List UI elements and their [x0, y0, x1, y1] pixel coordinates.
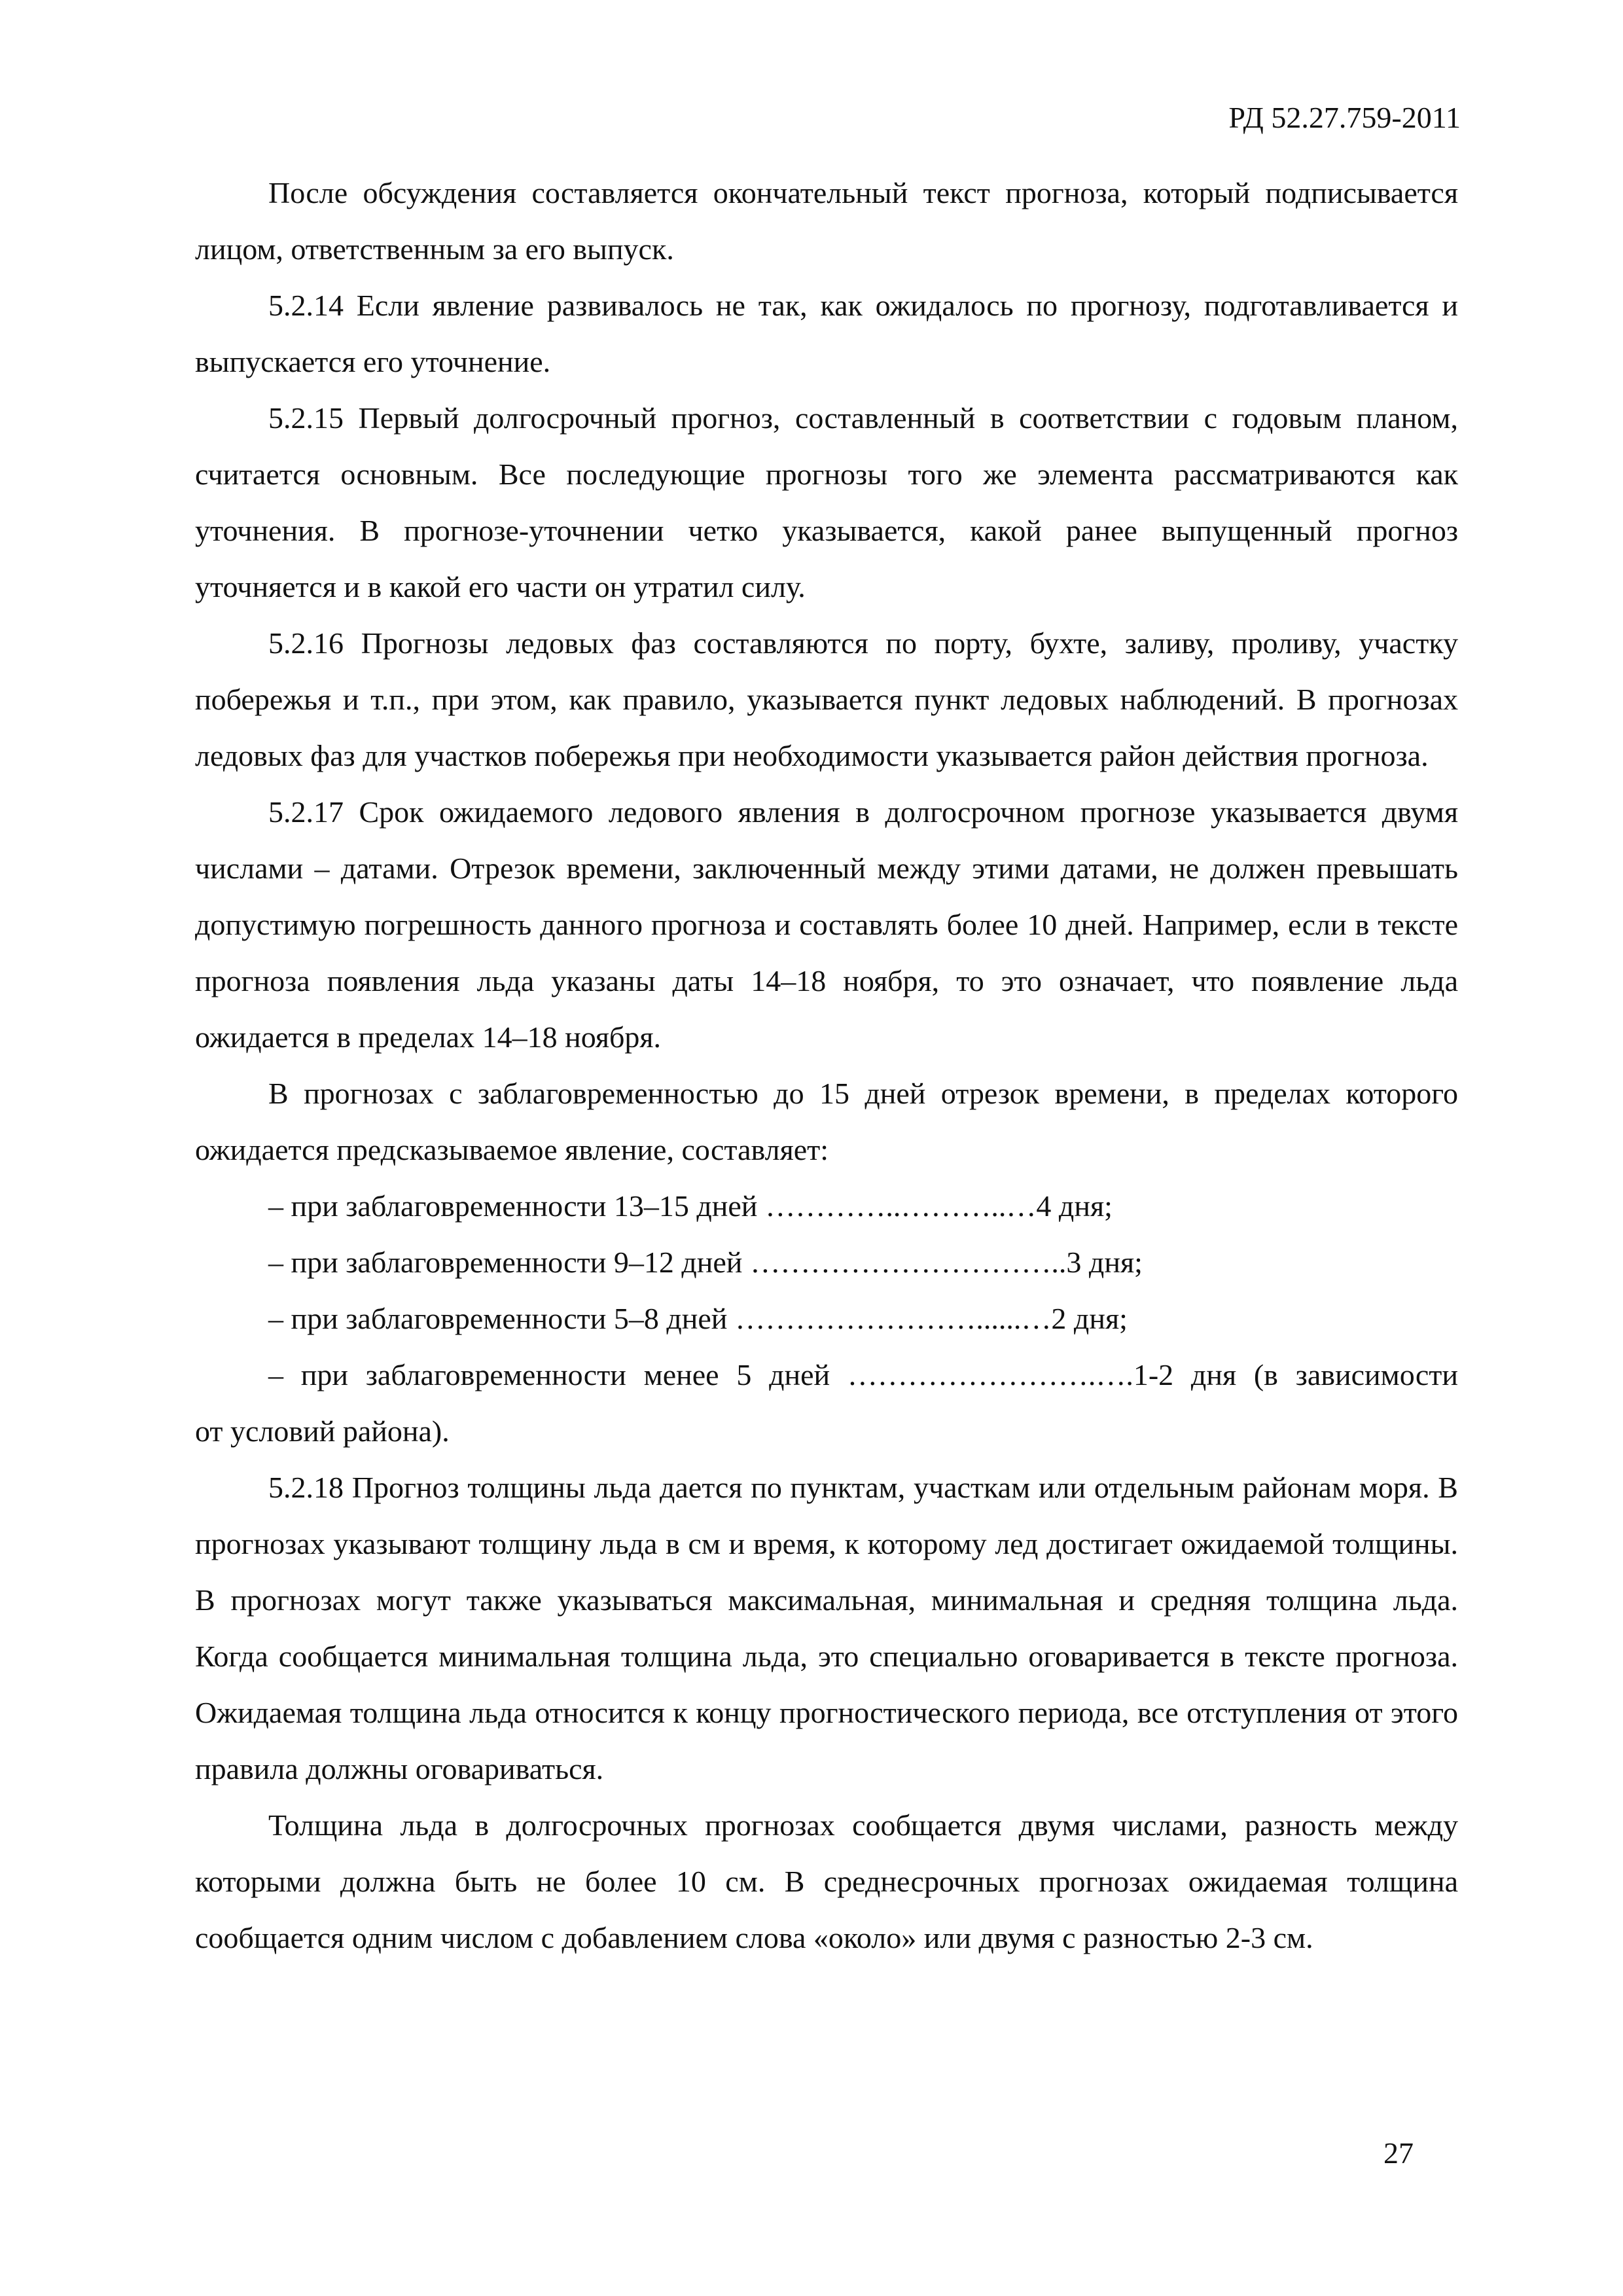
list-item-lead-5-8 — [195, 1291, 1458, 1347]
list-item-label: – при заблаговременности 5–8 дней — [268, 1302, 728, 1335]
list-item-value: 2 дня; — [1051, 1302, 1128, 1335]
paragraph-5-2-18: 5.2.18 Прогноз толщины льда дается по пунктам, участкам или отдельным районам моря. В прогнозах указывают толщину льда в см и время, к которому лед достигает ожидаемой толщины. В прогнозах могут также указываться максимальная, минимальная и средняя толщина льда. Когда сообщается минимальная толщина льда, это специально оговаривается в тексте прогноза. Ожидаемая толщина льда относится к концу прогностического периода, все отступления от этого правила должны оговариваться. — [195, 1471, 1458, 1785]
list-item-dots: ………………………….. — [750, 1246, 1067, 1279]
list-item-label: – при заблаговременности 9–12 дней — [268, 1246, 743, 1279]
list-item-value: 3 дня; — [1066, 1246, 1143, 1279]
page-number: 27 — [1383, 2136, 1414, 2170]
list-item-label: – при заблаговременности 13–15 дней — [268, 1189, 758, 1223]
paragraph-5-2-17: 5.2.17 Срок ожидаемого ледового явления в долгосрочном прогнозе указывается двумя числами – датами. Отрезок времени, заключенный между этими датами, не должен превышать допустимую погрешность данного прогноза и составлять более 10 дней. Например, если в тексте прогноза появления льда указаны даты 14–18 ноября, то это означает, что появление льда ожидается в пределах 14–18 ноября. — [195, 795, 1458, 1054]
list-item-value: 4 дня; — [1036, 1189, 1113, 1223]
paragraph-5-2-15: 5.2.15 Первый долгосрочный прогноз, составленный в соответствии с годовым планом, считается основным. Все последующие прогнозы того же элемента рассматриваются как уточнения. В прогнозе-уточнении четко указывается, какой ранее выпущенный прогноз уточняется и в какой его части он утратил силу. — [195, 401, 1458, 603]
list-item-dots: ……………………......… — [735, 1302, 1052, 1335]
paragraph-lead-time-intro: В прогнозах с заблаговременностью до 15 дней отрезок времени, в пределах которого ожидается предсказываемое явление, составляет: — [195, 1077, 1458, 1166]
list-item-continuation: от условий района). — [195, 1414, 450, 1448]
list-item-lead-under-5: – при заблаговременности менее 5 дней …………………….….1-2 дня (в зависимости — [268, 1358, 1458, 1391]
paragraph-final-text: После обсуждения составляется окончательный текст прогноза, который подписывается лицом, ответственным за его выпуск. — [195, 176, 1458, 266]
list-item-dots: …………..………..… — [765, 1189, 1037, 1223]
document-body — [195, 165, 1458, 1966]
paragraph-5-2-16: 5.2.16 Прогнозы ледовых фаз составляются по порту, бухте, заливу, проливу, участку побережья и т.п., при этом, как правило, указывается пункт ледовых наблюдений. В прогнозах ледовых фаз для участков побережья при необходимости указывается район действия прогноза. — [195, 626, 1458, 772]
list-item-lead-13-15 — [195, 1178, 1458, 1234]
document-code-header: РД 52.27.759-2011 — [1228, 101, 1461, 134]
list-item-lead-9-12 — [195, 1234, 1458, 1291]
paragraph-5-2-14: 5.2.14 Если явление развивалось не так, как ожидалось по прогнозу, подготавливается и выпускается его уточнение. — [195, 289, 1458, 378]
paragraph-ice-thickness: Толщина льда в долгосрочных прогнозах сообщается двумя числами, разность между которыми должна быть не более 10 см. В среднесрочных прогнозах ожидаемая толщина сообщается одним числом с добавлением слова «около» или двумя с разностью 2-3 см. — [195, 1808, 1458, 1954]
